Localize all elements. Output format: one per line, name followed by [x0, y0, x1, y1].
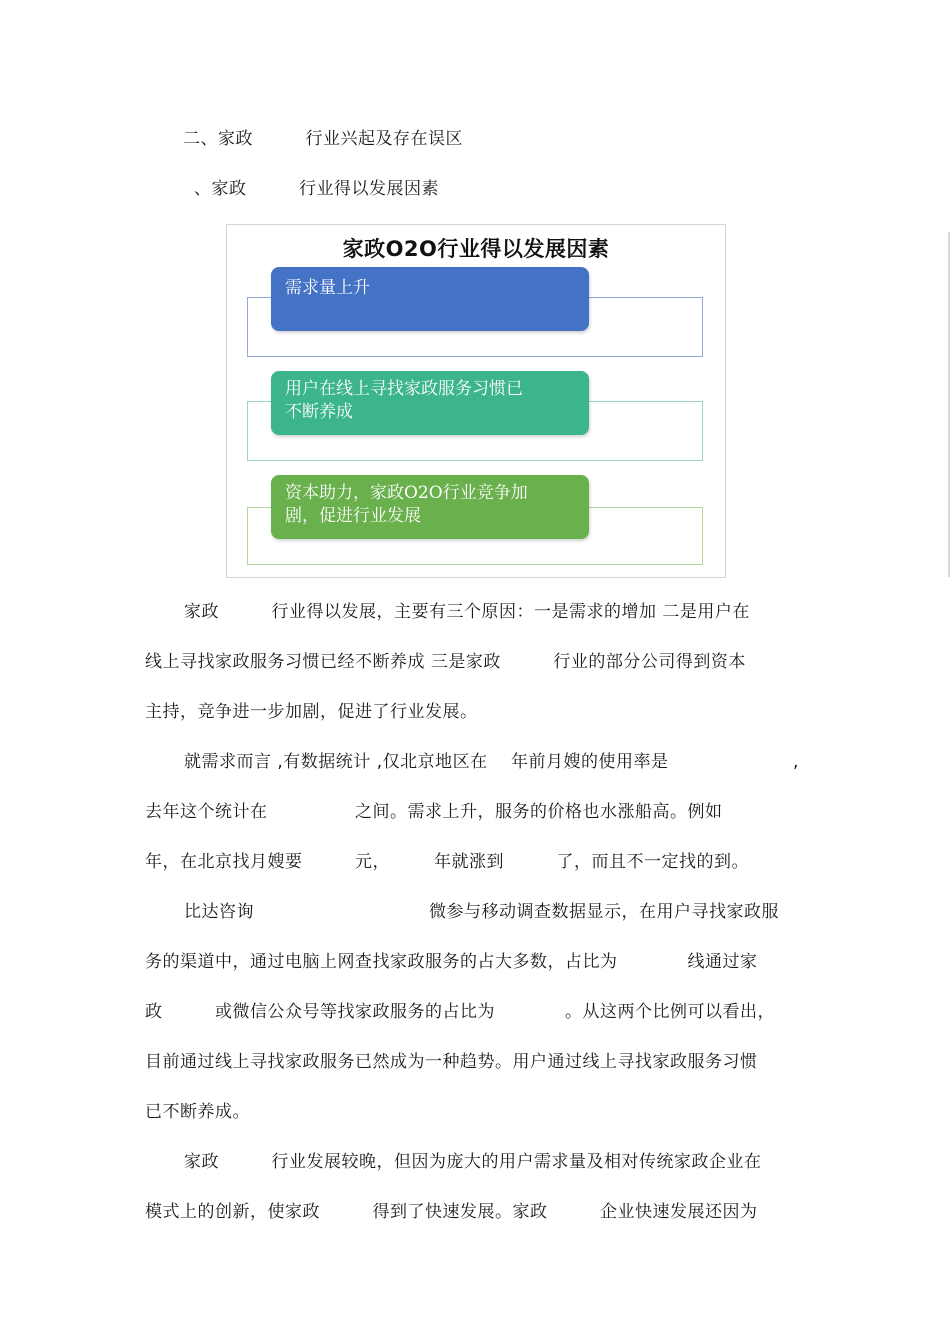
factor-card-line: 用户在线上寻找家政服务习惯已 — [285, 379, 523, 399]
body-line: 模式上的创新，使家政 得到了快速发展。家政 企业快速发展还因为 — [145, 1202, 758, 1222]
factor-card-line: 不断养成 — [285, 402, 353, 422]
body-line: , — [793, 752, 799, 772]
subsection-heading: 、家政 行业得以发展因素 — [194, 179, 439, 199]
body-line: 家政 行业得以发展，主要有三个原因：一是需求的增加 二是用户在 — [184, 602, 750, 622]
body-line: 年，在北京找月嫂要 元， 年就涨到 了，而且不一定找的到。 — [145, 852, 749, 872]
section-heading: 二、家政 行业兴起及存在误区 — [183, 129, 463, 149]
factor-card-demand — [271, 267, 589, 331]
body-line: 就需求而言 ,有数据统计 ,仅北京地区在 年前月嫂的使用率是 — [184, 752, 669, 772]
body-line: 比达咨询 微参与移动调查数据显示，在用户寻找家政服 — [184, 902, 779, 922]
body-line: 政 或微信公众号等找家政服务的占比为 。从这两个比例可以看出， — [145, 1002, 775, 1022]
factors-figure — [226, 224, 726, 578]
body-line: 务的渠道中，通过电脑上网查找家政服务的占大多数，占比为 线通过家 — [145, 952, 758, 972]
factor-card-online-habit — [271, 371, 589, 435]
body-line: 家政 行业发展较晚，但因为庞大的用户需求量及相对传统家政企业在 — [184, 1152, 762, 1172]
factor-card-capital — [271, 475, 589, 539]
body-line: 主持，竞争进一步加剧，促进了行业发展。 — [145, 702, 478, 722]
body-line: 已不断养成。 — [145, 1102, 250, 1122]
body-line: 目前通过线上寻找家政服务已然成为一种趋势。用户通过线上寻找家政服务习惯 — [145, 1052, 758, 1072]
body-line: 线上寻找家政服务习惯已经不断养成 三是家政 行业的部分公司得到资本 — [145, 652, 746, 672]
factor-card-line: 需求量上升 — [285, 278, 370, 298]
factor-card-line: 剧，促进行业发展 — [285, 506, 421, 526]
factor-card-line: 资本助力，家政O2O行业竞争加 — [285, 483, 528, 503]
body-line: 去年这个统计在 之间。需求上升，服务的价格也水涨船高。例如 — [145, 802, 723, 822]
figure-title: 家政O2O行业得以发展因素 — [342, 237, 610, 261]
